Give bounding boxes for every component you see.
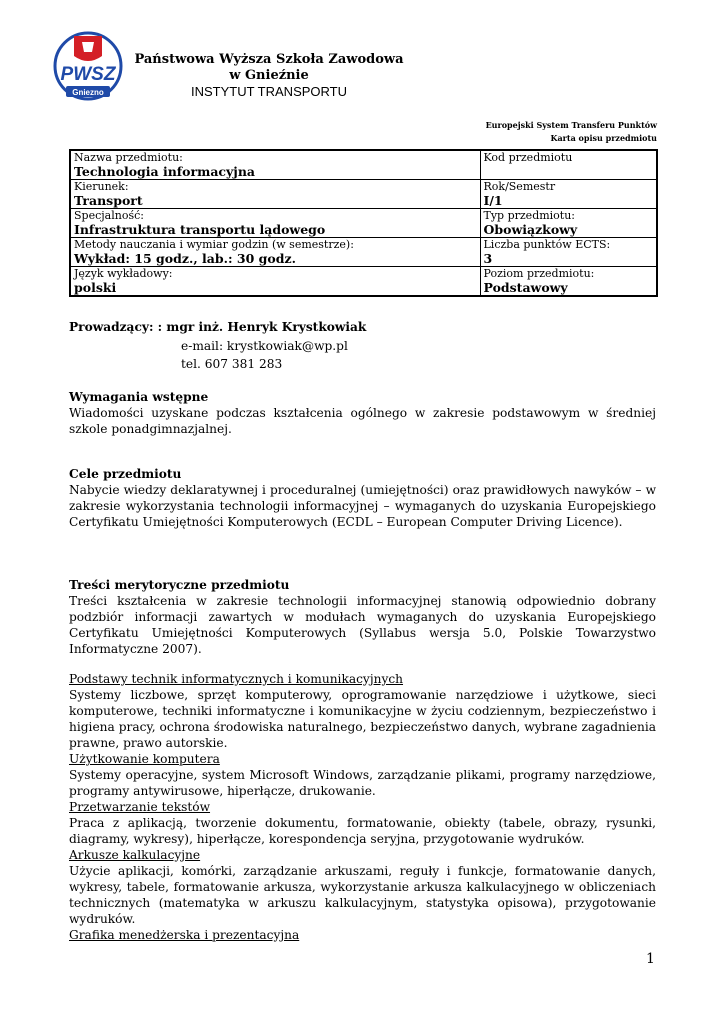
year-cell bbox=[480, 180, 657, 209]
goals-heading: Cele przedmiotu bbox=[69, 467, 182, 481]
institute-name: INSTYTUT TRANSPORTU bbox=[190, 84, 348, 99]
card-title: Karta opisu przedmiotu bbox=[550, 133, 657, 143]
subject-info-table bbox=[69, 149, 658, 297]
table-row bbox=[70, 267, 657, 297]
section-title: Grafika menedżerska i prezentacyjna bbox=[69, 928, 300, 942]
section-title: Przetwarzanie tekstów bbox=[69, 800, 211, 814]
specialty-cell bbox=[70, 209, 480, 238]
language-cell bbox=[70, 267, 480, 297]
section-title: Arkusze kalkulacyjne bbox=[69, 848, 201, 862]
type-cell bbox=[480, 209, 657, 238]
subject-code-cell bbox=[480, 150, 657, 180]
specialty-label: Specjalność: bbox=[74, 209, 144, 222]
language-value: polski bbox=[74, 280, 117, 295]
requirements-text: Wiadomości uzyskane podczas kształcenia ogólnego w zakresie podstawowym w średniej szkole ponadgimnazjalnej. bbox=[69, 406, 656, 436]
subject-name-value: Technologia informacyjna bbox=[74, 164, 256, 179]
requirements-heading: Wymagania wstępne bbox=[69, 390, 209, 404]
type-value: Obowiązkowy bbox=[483, 222, 578, 237]
section-text: Systemy operacyjne, system Microsoft Windows, zarządzanie plikami, programy narzędziowe, programy antywirusowe, hiperłącze, drukowanie. bbox=[69, 768, 656, 798]
section-title: Użytkowanie komputera bbox=[69, 752, 220, 766]
pwsz-logo bbox=[52, 30, 124, 102]
field-value: Transport bbox=[74, 193, 143, 208]
section-text: Użycie aplikacji, komórki, zarządzanie arkuszami, reguły i funkcje, formatowanie danych, wykresy, tabele, formatowanie arkusza, wykorzystanie arkusza kalkulacyjnego w obliczeniach technicznych (matematyka w arkuszu kalkulacyjnym, statystyka opisowa), przygotowanie wydruków. bbox=[69, 864, 656, 926]
year-label: Rok/Semestr bbox=[483, 180, 556, 193]
ects-header bbox=[486, 119, 657, 145]
ects-label: Liczba punktów ECTS: bbox=[483, 238, 611, 251]
field-label: Kierunek: bbox=[74, 180, 129, 193]
specialty-value: Infrastruktura transportu lądowego bbox=[74, 222, 326, 237]
subject-code-label: Kod przedmiotu bbox=[483, 151, 573, 164]
section-text: Systemy liczbowe, sprzęt komputerowy, oprogramowanie narzędziowe i użytkowe, sieci komputerowe, techniki informatyczne i komunikacyjne w życiu codziennym, bezpieczeństwo i higiena pracy, ochrona środowiska naturalnego, bezpieczeństwo danych, wybrane zagadnienia prawne, prawo autorskie. bbox=[69, 688, 656, 750]
goals-text: Nabycie wiedzy deklaratywnej i proceduralnej (umiejętności) oraz prawidłowych nawyków – w zakresie wykorzystania technologii informacyjnej – wymaganych do uzyskania Europejskiego Certyfikatu Umiejętności Komputerowych (ECDL – European Computer Driving Licence). bbox=[69, 483, 656, 529]
level-label: Poziom przedmiotu: bbox=[483, 267, 595, 280]
level-value: Podstawowy bbox=[483, 280, 568, 295]
year-value: I/1 bbox=[483, 193, 503, 208]
section-text: Praca z aplikacją, tworzenie dokumentu, formatowanie, obiekty (tabele, obrazy, rysunki, diagramy, wykresy), hiperłącze, korespondencja seryjna, przygotowanie wydruków. bbox=[69, 816, 656, 846]
methods-label: Metody nauczania i wymiar godzin (w semestrze): bbox=[74, 238, 354, 251]
section-title: Podstawy technik informatycznych i komunikacyjnych bbox=[69, 672, 404, 686]
level-cell bbox=[480, 267, 657, 297]
subject-name-label: Nazwa przedmiotu: bbox=[74, 151, 183, 164]
logo-subtext: Gniezno bbox=[72, 88, 104, 97]
lecturer-phone: tel. 607 381 283 bbox=[181, 357, 283, 371]
field-cell bbox=[70, 180, 480, 209]
lecturer: Prowadzący: : mgr inż. Henryk Krystkowiak bbox=[69, 320, 367, 334]
content-heading: Treści merytoryczne przedmiotu bbox=[69, 578, 290, 592]
lecturer-email: e-mail: krystkowiak@wp.pl bbox=[181, 339, 348, 353]
logo-text: PWSZ bbox=[60, 64, 116, 85]
methods-cell bbox=[70, 238, 480, 267]
school-name-line2: w Gnieźnie bbox=[229, 68, 309, 83]
subject-name-cell bbox=[70, 150, 480, 180]
content-intro: Treści kształcenia w zakresie technologii informacyjnej stanowią odpowiednio dobrany podzbiór informacji zawartych w modułach wymaganych do uzyskania Europejskiego Certyfikatu Umiejętności Komputerowych (Syllabus wersja 5.0, Polskie Towarzystwo Informatyczne 2007). bbox=[69, 594, 656, 656]
methods-value: Wykład: 15 godz., lab.: 30 godz. bbox=[74, 251, 296, 266]
ects-title: Europejski System Transferu Punktów bbox=[485, 120, 657, 130]
table-row bbox=[70, 150, 657, 180]
language-label: Język wykładowy: bbox=[74, 267, 173, 280]
school-name-line1: Państwowa Wyższa Szkoła Zawodowa bbox=[134, 52, 404, 67]
ects-cell bbox=[480, 238, 657, 267]
table-row bbox=[70, 180, 657, 209]
page-number: 1 bbox=[646, 951, 655, 967]
table-row bbox=[70, 238, 657, 267]
ects-value: 3 bbox=[483, 251, 493, 266]
table-row bbox=[70, 209, 657, 238]
type-label: Typ przedmiotu: bbox=[483, 209, 576, 222]
